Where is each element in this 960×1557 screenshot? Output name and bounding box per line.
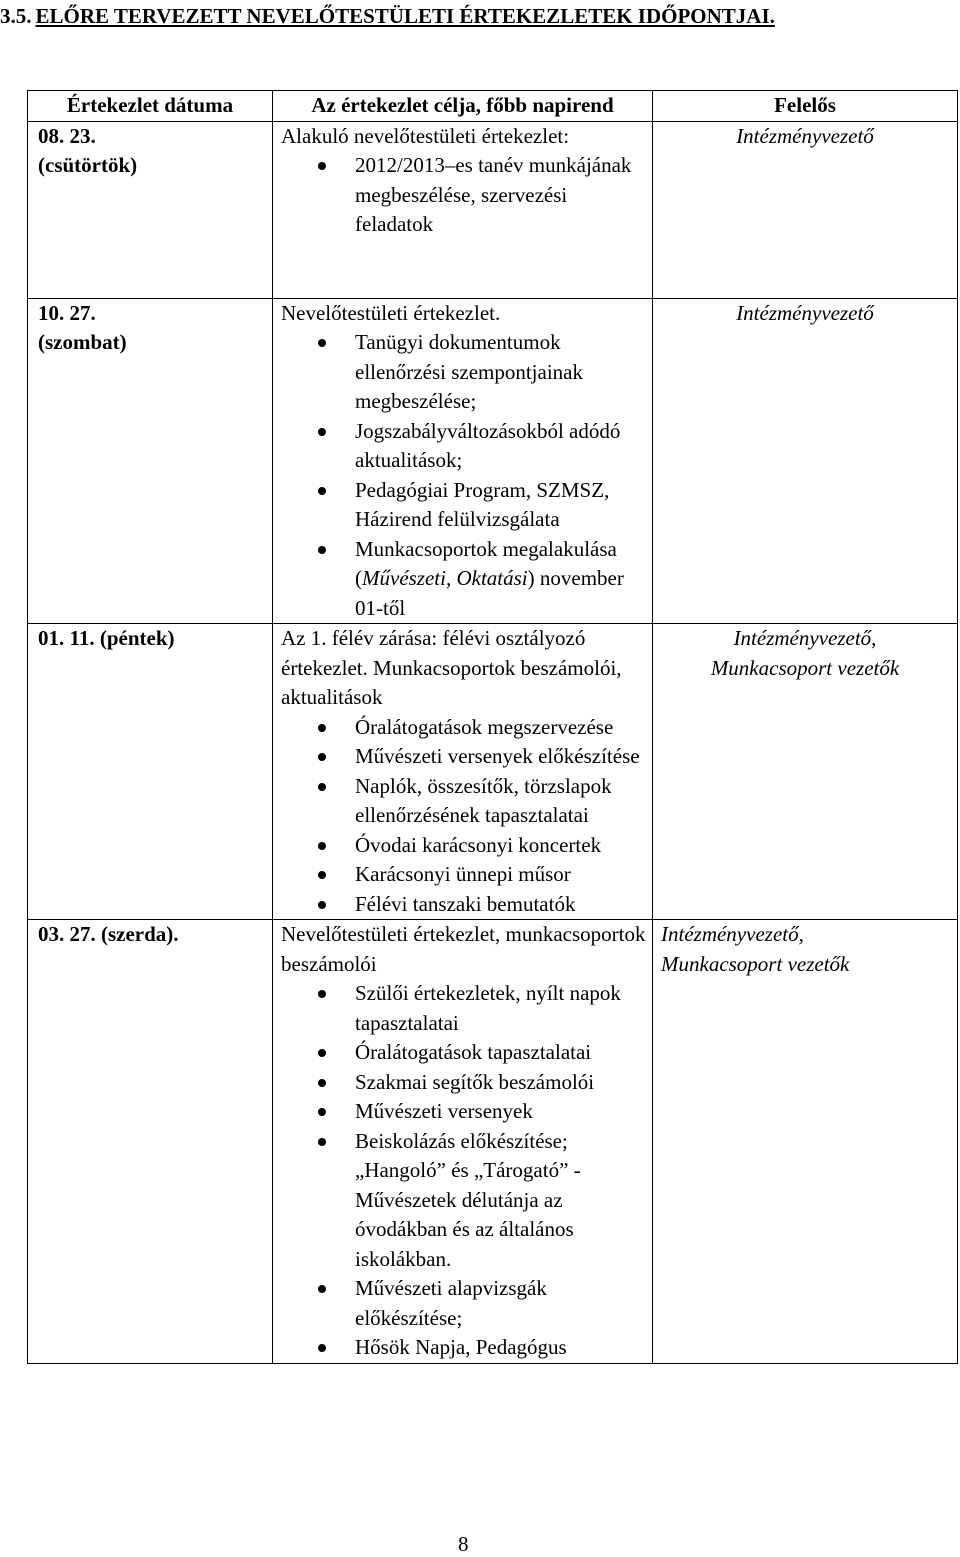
responsible: Intézményvezető xyxy=(653,298,958,624)
table-row xyxy=(28,920,958,1364)
table-header-row xyxy=(28,91,958,122)
section-heading xyxy=(0,4,775,29)
list-item: Naplók, összesítők, törzslapok ellenőrzésének tapasztalatai xyxy=(355,772,652,831)
table-row xyxy=(28,121,958,298)
list-item: Művészeti alapvizsgák előkészítése; xyxy=(355,1274,652,1333)
list-item: Karácsonyi ünnepi műsor xyxy=(355,860,652,890)
list-item: Szülői értekezletek, nyílt napok tapasztalatai xyxy=(355,979,652,1038)
meeting-date: 03. 27. (szerda). xyxy=(28,920,273,1364)
list-item: Óralátogatások megszervezése xyxy=(355,713,652,743)
responsible: Intézményvezető xyxy=(653,121,958,298)
list-item: Óralátogatások tapasztalatai xyxy=(355,1038,652,1068)
list-item: Hősök Napja, Pedagógus xyxy=(355,1333,652,1363)
meeting-date: 08. 23. (csütörtök) xyxy=(28,121,273,298)
list-item: Művészeti versenyek xyxy=(355,1097,652,1127)
list-item: Szakmai segítők beszámolói xyxy=(355,1068,652,1098)
list-item: 2012/2013–es tanév munkájának megbeszélése, szervezési feladatok xyxy=(355,151,652,240)
header-responsible: Felelős xyxy=(653,91,958,122)
meeting-topic xyxy=(273,298,653,624)
meeting-topic xyxy=(273,624,653,920)
meetings-table xyxy=(27,90,958,1364)
topic-list xyxy=(281,328,652,623)
list-item: Művészeti versenyek előkészítése xyxy=(355,742,652,772)
list-item: Óvodai karácsonyi koncertek xyxy=(355,831,652,861)
header-topic: Az értekezlet célja, főbb napirend xyxy=(273,91,653,122)
list-item: Munkacsoportok megalakulása (Művészeti, Oktatási) november 01-től xyxy=(355,535,652,624)
table-row xyxy=(28,624,958,920)
list-item: Pedagógiai Program, SZMSZ, Házirend felülvizsgálata xyxy=(355,476,652,535)
page-number: 8 xyxy=(458,1532,469,1556)
list-item: Tanügyi dokumentumok ellenőrzési szempontjainak megbeszélése; xyxy=(355,328,652,417)
meeting-date: 01. 11. (péntek) xyxy=(28,624,273,920)
section-number: 3.5. xyxy=(0,4,32,28)
meeting-date: 10. 27. (szombat) xyxy=(28,298,273,624)
meeting-topic xyxy=(273,920,653,1364)
list-item: Beiskolázás előkészítése; „Hangoló” és „Tárogató” - Művészetek délutánja az óvodákban és az általános iskolákban. xyxy=(355,1127,652,1275)
section-title: ELŐRE TERVEZETT NEVELŐTESTÜLETI ÉRTEKEZLETEK IDŐPONTJAI. xyxy=(35,4,775,28)
header-date: Értekezlet dátuma xyxy=(28,91,273,122)
meeting-topic xyxy=(273,121,653,298)
topic-intro: Nevelőtestületi értekezlet, munkacsoportok beszámolói xyxy=(281,922,646,976)
topic-list xyxy=(281,151,652,240)
responsible: Intézményvezető, Munkacsoport vezetők xyxy=(653,624,958,920)
topic-intro: Nevelőtestületi értekezlet. xyxy=(281,300,501,325)
responsible: Intézményvezető, Munkacsoport vezetők xyxy=(653,920,958,1364)
list-item: Jogszabályváltozásokból adódó aktualitások; xyxy=(355,417,652,476)
topic-intro: Az 1. félév zárása: félévi osztályozó értekezlet. Munkacsoportok beszámolói, aktualitások xyxy=(281,626,622,709)
topic-list xyxy=(281,979,652,1363)
list-item: Félévi tanszaki bemutatók xyxy=(355,890,652,920)
topic-intro: Alakuló nevelőtestületi értekezlet: xyxy=(281,123,570,148)
table-row xyxy=(28,298,958,624)
topic-list xyxy=(281,713,652,920)
